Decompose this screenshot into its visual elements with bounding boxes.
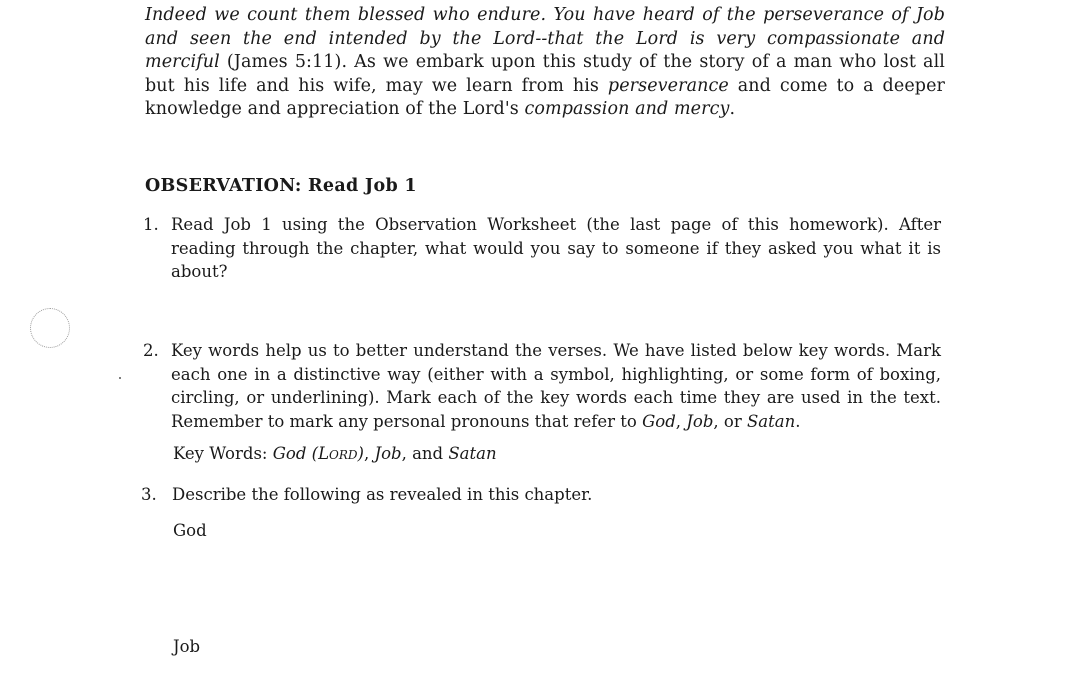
key-word-god-text: God (	[272, 444, 319, 463]
intro-quote: Indeed we count them blessed who endure. You have heard of the perseverance of Job and seen the end intended by the Lord--that the Lord is very compassionate and merciful	[145, 5, 945, 72]
question-number: 3.	[141, 485, 157, 504]
intro-end: .	[729, 99, 736, 119]
hole-punch-mark	[30, 308, 70, 348]
intro-compassion: compassion and mercy	[524, 99, 730, 119]
key-words-line	[173, 442, 497, 466]
intro-paragraph	[145, 4, 945, 122]
scan-speck	[119, 377, 121, 379]
question-number: 1.	[143, 215, 159, 234]
separator: ,	[363, 444, 375, 463]
separator: .	[795, 411, 801, 431]
key-word-job: Job	[374, 444, 402, 463]
pronoun-god: God	[642, 411, 676, 431]
intro-quote-reference: (James 5:11). As we embark upon this study of the story of a man who lost all but his life and his wife, may we learn from his	[145, 52, 945, 96]
key-word-god	[273, 444, 364, 463]
describe-god-label: God	[173, 521, 207, 540]
key-word-lord: Lord	[318, 444, 358, 463]
key-word-close: )	[357, 444, 364, 463]
separator: ,	[675, 411, 687, 431]
question-text: Read Job 1 using the Observation Worksheet (the last page of this homework). After reading through the chapter, what would you say to someone if they asked you what it is about?	[171, 215, 941, 281]
key-words-label: Key Words:	[173, 444, 273, 463]
pronoun-satan: Satan	[746, 411, 796, 431]
question-text: Describe the following as revealed in this chapter.	[172, 485, 593, 504]
separator: , or	[713, 411, 747, 431]
section-heading: OBSERVATION: Read Job 1	[145, 176, 417, 196]
intro-perseverance: perseverance	[607, 75, 729, 96]
intro-middle: and come to a deeper knowledge and appreciation of the Lord's	[145, 75, 945, 119]
describe-job-label: Job	[173, 637, 201, 656]
pronoun-job: Job	[686, 411, 714, 431]
question-2-text: Key words help us to better understand the verses. We have listed below key words. Mark each one in a distinctive way (either with a symbol, highlighting, or some form of boxing, circling, or underlining). Mark each of the key words each time they are used in the text. Remember to mark any personal pronouns that refer to	[171, 341, 941, 431]
separator: , and	[401, 444, 449, 463]
key-word-satan: Satan	[448, 444, 497, 463]
question-text	[171, 339, 941, 433]
question-number: 2.	[143, 341, 159, 360]
